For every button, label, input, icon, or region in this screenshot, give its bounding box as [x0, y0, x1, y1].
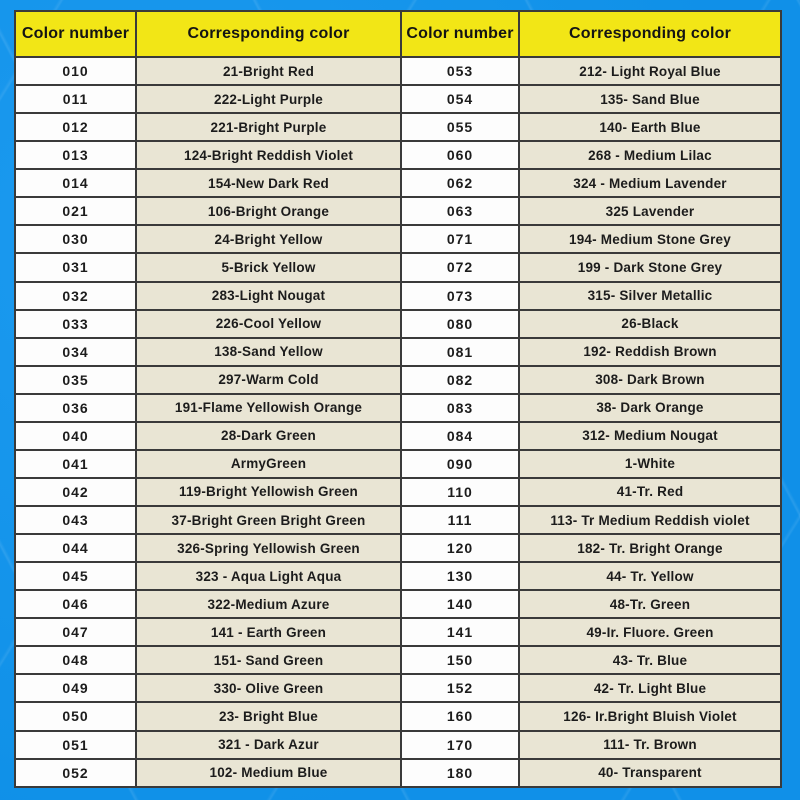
- table-row: [15, 590, 401, 618]
- table-row: [15, 450, 401, 478]
- table-row: [401, 282, 781, 310]
- table-row: [15, 225, 401, 253]
- table-row: [15, 506, 401, 534]
- color-name-cell: 42- Tr. Light Blue: [519, 674, 781, 702]
- color-number-cell: 160: [401, 702, 519, 730]
- color-name-cell: 40- Transparent: [519, 759, 781, 787]
- color-number-cell: 060: [401, 141, 519, 169]
- corresponding-color-header: Corresponding color: [136, 11, 401, 57]
- color-name-cell: 5-Brick Yellow: [136, 253, 401, 281]
- color-number-cell: 110: [401, 478, 519, 506]
- table-row: [15, 674, 401, 702]
- color-name-cell: 106-Bright Orange: [136, 197, 401, 225]
- color-name-cell: 141 - Earth Green: [136, 618, 401, 646]
- table-row: [15, 338, 401, 366]
- color-name-cell: 283-Light Nougat: [136, 282, 401, 310]
- table-row: [401, 366, 781, 394]
- color-number-cell: 043: [15, 506, 136, 534]
- table-row: [401, 197, 781, 225]
- color-name-cell: 124-Bright Reddish Violet: [136, 141, 401, 169]
- color-number-cell: 130: [401, 562, 519, 590]
- table-row: [15, 646, 401, 674]
- table-row: [15, 141, 401, 169]
- table-row: [15, 197, 401, 225]
- table-row: [401, 506, 781, 534]
- table-row: [401, 646, 781, 674]
- color-number-cell: 046: [15, 590, 136, 618]
- table-row: [15, 562, 401, 590]
- color-number-cell: 032: [15, 282, 136, 310]
- table-row: [401, 759, 781, 787]
- color-number-cell: 034: [15, 338, 136, 366]
- color-name-cell: 321 - Dark Azur: [136, 731, 401, 759]
- color-name-cell: 192- Reddish Brown: [519, 338, 781, 366]
- color-name-cell: 268 - Medium Lilac: [519, 141, 781, 169]
- color-number-header: Color number: [15, 11, 136, 57]
- color-number-cell: 051: [15, 731, 136, 759]
- right-color-table-panel: [400, 10, 780, 788]
- color-number-cell: 055: [401, 113, 519, 141]
- color-name-cell: 126- Ir.Bright Bluish Violet: [519, 702, 781, 730]
- color-number-cell: 042: [15, 478, 136, 506]
- color-name-cell: 102- Medium Blue: [136, 759, 401, 787]
- table-row: [401, 450, 781, 478]
- color-name-cell: 113- Tr Medium Reddish violet: [519, 506, 781, 534]
- color-number-cell: 152: [401, 674, 519, 702]
- color-number-cell: 083: [401, 394, 519, 422]
- table-row: [15, 618, 401, 646]
- table-row: [401, 674, 781, 702]
- table-row: [401, 113, 781, 141]
- color-name-cell: 26-Black: [519, 310, 781, 338]
- color-number-cell: 140: [401, 590, 519, 618]
- color-name-cell: 154-New Dark Red: [136, 169, 401, 197]
- right-table-body: [401, 57, 781, 787]
- color-number-cell: 080: [401, 310, 519, 338]
- color-name-cell: 182- Tr. Bright Orange: [519, 534, 781, 562]
- color-number-cell: 141: [401, 618, 519, 646]
- color-name-cell: 135- Sand Blue: [519, 85, 781, 113]
- color-number-cell: 011: [15, 85, 136, 113]
- table-row: [401, 57, 781, 85]
- color-number-cell: 035: [15, 366, 136, 394]
- table-row: [401, 590, 781, 618]
- color-number-cell: 012: [15, 113, 136, 141]
- table-row: [15, 394, 401, 422]
- color-number-cell: 054: [401, 85, 519, 113]
- color-name-cell: 151- Sand Green: [136, 646, 401, 674]
- left-color-table-panel: [14, 10, 400, 788]
- color-number-cell: 033: [15, 310, 136, 338]
- table-row: [15, 478, 401, 506]
- table-row: [401, 253, 781, 281]
- color-number-cell: 013: [15, 141, 136, 169]
- table-row: [15, 113, 401, 141]
- table-row: [401, 422, 781, 450]
- color-name-cell: 297-Warm Cold: [136, 366, 401, 394]
- color-name-cell: 323 - Aqua Light Aqua: [136, 562, 401, 590]
- color-name-cell: 325 Lavender: [519, 197, 781, 225]
- color-number-cell: 090: [401, 450, 519, 478]
- color-number-cell: 082: [401, 366, 519, 394]
- table-row: [401, 225, 781, 253]
- table-row: [401, 141, 781, 169]
- color-number-cell: 031: [15, 253, 136, 281]
- color-name-cell: 324 - Medium Lavender: [519, 169, 781, 197]
- color-name-cell: 221-Bright Purple: [136, 113, 401, 141]
- color-number-cell: 150: [401, 646, 519, 674]
- color-reference-tables: [14, 10, 780, 788]
- color-number-cell: 010: [15, 57, 136, 85]
- table-row: [15, 759, 401, 787]
- color-name-cell: 49-Ir. Fluore. Green: [519, 618, 781, 646]
- header-row: [15, 11, 401, 57]
- table-row: [401, 310, 781, 338]
- color-number-cell: 045: [15, 562, 136, 590]
- color-name-cell: 312- Medium Nougat: [519, 422, 781, 450]
- color-name-cell: 222-Light Purple: [136, 85, 401, 113]
- color-name-cell: 44- Tr. Yellow: [519, 562, 781, 590]
- left-table-body: [15, 57, 401, 787]
- color-number-cell: 072: [401, 253, 519, 281]
- color-name-cell: ArmyGreen: [136, 450, 401, 478]
- right-color-table: [400, 10, 782, 788]
- color-number-cell: 180: [401, 759, 519, 787]
- color-number-cell: 063: [401, 197, 519, 225]
- color-number-cell: 120: [401, 534, 519, 562]
- table-row: [15, 534, 401, 562]
- table-row: [15, 702, 401, 730]
- color-number-cell: 111: [401, 506, 519, 534]
- color-name-cell: 37-Bright Green Bright Green: [136, 506, 401, 534]
- color-name-cell: 199 - Dark Stone Grey: [519, 253, 781, 281]
- table-row: [401, 169, 781, 197]
- header-row: [401, 11, 781, 57]
- table-row: [15, 253, 401, 281]
- color-number-cell: 014: [15, 169, 136, 197]
- table-row: [401, 702, 781, 730]
- color-number-cell: 084: [401, 422, 519, 450]
- color-name-cell: 330- Olive Green: [136, 674, 401, 702]
- table-row: [401, 618, 781, 646]
- color-number-cell: 050: [15, 702, 136, 730]
- color-name-cell: 308- Dark Brown: [519, 366, 781, 394]
- color-name-cell: 326-Spring Yellowish Green: [136, 534, 401, 562]
- table-row: [15, 310, 401, 338]
- color-name-cell: 21-Bright Red: [136, 57, 401, 85]
- color-name-cell: 140- Earth Blue: [519, 113, 781, 141]
- color-name-cell: 48-Tr. Green: [519, 590, 781, 618]
- color-name-cell: 315- Silver Metallic: [519, 282, 781, 310]
- color-name-cell: 111- Tr. Brown: [519, 731, 781, 759]
- table-row: [401, 478, 781, 506]
- color-number-cell: 073: [401, 282, 519, 310]
- color-name-cell: 194- Medium Stone Grey: [519, 225, 781, 253]
- color-number-cell: 049: [15, 674, 136, 702]
- color-name-cell: 41-Tr. Red: [519, 478, 781, 506]
- table-row: [401, 394, 781, 422]
- color-number-cell: 021: [15, 197, 136, 225]
- table-row: [15, 731, 401, 759]
- color-number-cell: 062: [401, 169, 519, 197]
- table-row: [15, 366, 401, 394]
- color-name-cell: 24-Bright Yellow: [136, 225, 401, 253]
- color-name-cell: 1-White: [519, 450, 781, 478]
- color-number-cell: 048: [15, 646, 136, 674]
- table-row: [15, 169, 401, 197]
- color-number-cell: 044: [15, 534, 136, 562]
- color-name-cell: 28-Dark Green: [136, 422, 401, 450]
- left-color-table: [14, 10, 402, 788]
- table-row: [401, 338, 781, 366]
- color-name-cell: 322-Medium Azure: [136, 590, 401, 618]
- table-row: [15, 422, 401, 450]
- color-name-cell: 43- Tr. Blue: [519, 646, 781, 674]
- table-row: [15, 85, 401, 113]
- color-number-cell: 081: [401, 338, 519, 366]
- color-number-cell: 071: [401, 225, 519, 253]
- color-number-cell: 047: [15, 618, 136, 646]
- table-row: [15, 282, 401, 310]
- color-name-cell: 119-Bright Yellowish Green: [136, 478, 401, 506]
- color-name-cell: 138-Sand Yellow: [136, 338, 401, 366]
- color-number-header: Color number: [401, 11, 519, 57]
- color-number-cell: 041: [15, 450, 136, 478]
- color-name-cell: 23- Bright Blue: [136, 702, 401, 730]
- table-row: [401, 562, 781, 590]
- color-number-cell: 040: [15, 422, 136, 450]
- color-name-cell: 226-Cool Yellow: [136, 310, 401, 338]
- table-row: [401, 731, 781, 759]
- table-row: [401, 534, 781, 562]
- table-row: [15, 57, 401, 85]
- table-row: [401, 85, 781, 113]
- color-number-cell: 053: [401, 57, 519, 85]
- corresponding-color-header: Corresponding color: [519, 11, 781, 57]
- color-number-cell: 170: [401, 731, 519, 759]
- color-number-cell: 036: [15, 394, 136, 422]
- color-name-cell: 212- Light Royal Blue: [519, 57, 781, 85]
- color-name-cell: 38- Dark Orange: [519, 394, 781, 422]
- color-name-cell: 191-Flame Yellowish Orange: [136, 394, 401, 422]
- color-number-cell: 052: [15, 759, 136, 787]
- color-number-cell: 030: [15, 225, 136, 253]
